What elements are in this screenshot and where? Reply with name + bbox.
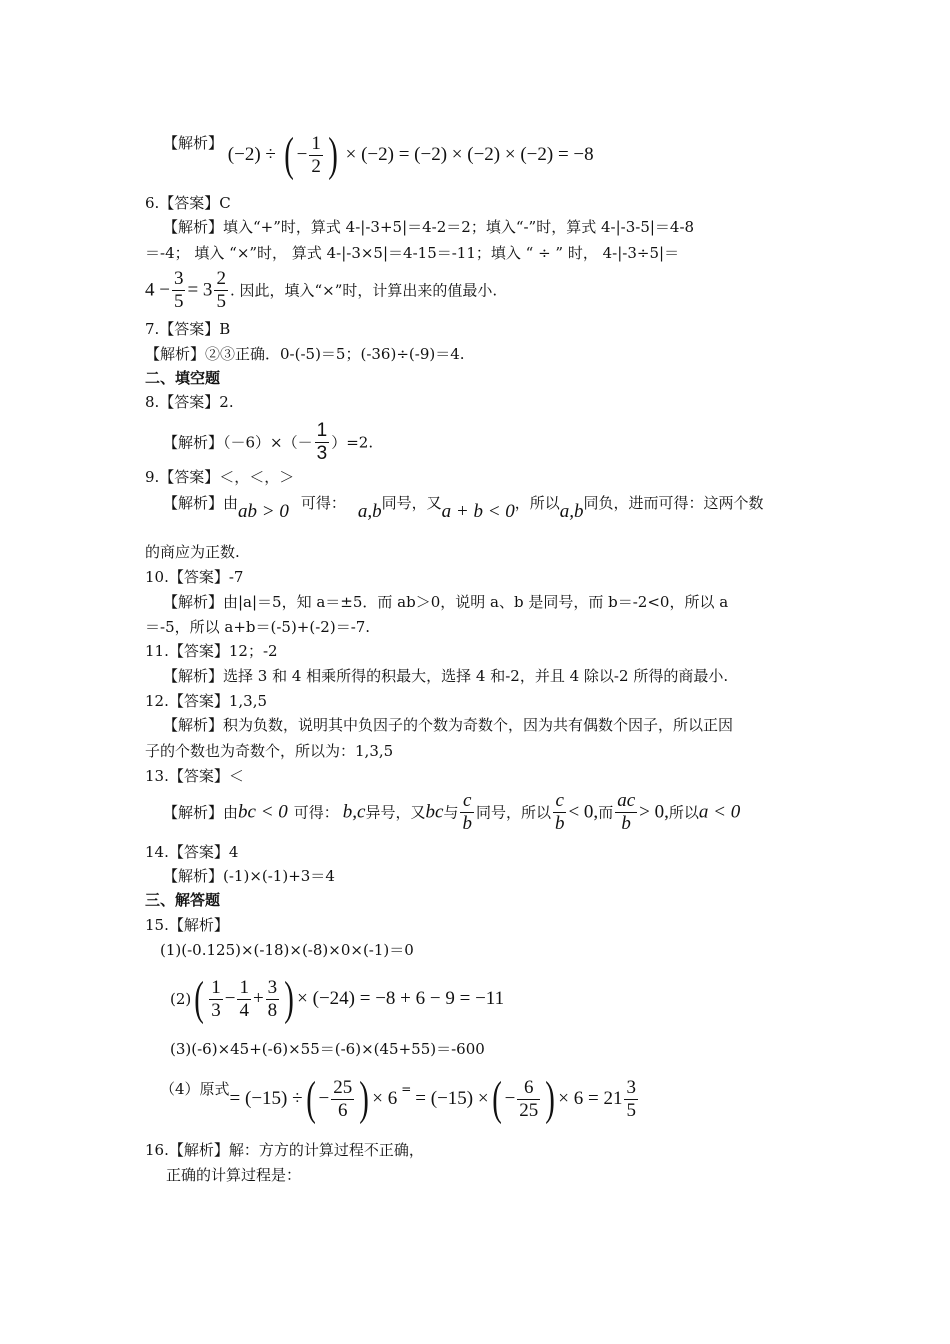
q12-analysis-line2: 子的个数也为奇数个，所以为：1,3,5 [145,742,394,760]
right-paren: ) [359,1072,370,1125]
q13-math-6: a < 0 [698,801,741,823]
q12-answer: 12.【答案】1,3,5 [145,692,268,710]
q15-p4-neg-2: − [504,1088,516,1109]
q6-fraction-1 [172,268,186,313]
q6-fraction-1-den: 5 [173,291,184,312]
q6-answer: 6.【答案】C [145,194,231,212]
q5-expr-pre: (−2) ÷ [227,144,276,165]
q15-part-4 [160,1072,640,1125]
q15-part-4-label: （4）原式 [160,1080,230,1098]
q12-analysis-line1: 【解析】积为负数，说明其中负因子的个数为奇数个，因为共有偶数个因子，所以正因 [163,716,734,734]
q5-fraction [309,133,323,178]
q15-p4-b: × 6 [372,1088,398,1109]
q9-answer: 9.【答案】＜，＜，＞ [145,468,295,486]
section-3-heading: 三、解答题 [145,891,221,909]
q15-p2-fraction-2-num: 1 [239,976,249,998]
q11-answer: 11.【答案】12；-2 [145,642,278,660]
q15-part-2 [170,972,505,1025]
q6-analysis-line1: 【解析】填入“+”时，算式 4-|-3+5|＝4-2＝2；填入“-”时，算式 4-|-3-5|＝4-8 [163,218,695,236]
section-2-heading: 二、填空题 [145,369,221,387]
q9-analysis-line1 [163,492,764,522]
q5-neg: − [296,144,308,165]
q15-p4-fraction-2-den: 25 [519,1099,539,1121]
q15-part-2-label: (2) [170,990,192,1008]
q6-fraction-2 [214,268,228,313]
q15-p2-fraction-3-den: 8 [267,999,278,1021]
q9-text-d: ，所以 [514,494,560,512]
q15-p2-fraction-1-den: 3 [211,999,221,1021]
q9-math-2: a,b [357,501,382,522]
q9-text-e: 同负，进而可得：这两个数 [583,494,764,512]
q15-part-3: (3)(-6)×45+(-6)×55＝(-6)×(45+55)＝-600 [170,1040,485,1058]
q15-p4-fraction-1-num: 25 [333,1076,353,1098]
q6-expr-a: 4 − [145,279,170,301]
q9-analysis-line2: 的商应为正数. [145,543,240,561]
q13-text-a: 【解析】由 [163,803,239,822]
q6-expr-c: . 因此，填入“×”时，计算出来的值最小. [229,281,498,300]
q13-math-3: bc [425,801,444,823]
q13-text-b: 可得： [293,803,339,822]
q13-math-5: > 0, [639,801,669,823]
q15-p4-fraction-1-den: 6 [338,1099,348,1121]
q13-fraction-3 [615,790,637,835]
right-paren: ) [545,1072,556,1125]
q13-fraction-1 [460,790,474,835]
q13-math-4: < 0, [568,801,599,823]
q6-expr-b: = 3 [187,279,213,301]
q14-answer: 14.【答案】4 [145,843,239,861]
q13-text-e: 同号，所以 [475,803,551,822]
q8-analysis [163,420,373,465]
left-paren: ( [194,972,205,1025]
q13-text-c: 异号，又 [365,803,426,822]
q15-p2-minus: − [224,988,236,1009]
left-paren: ( [305,1072,316,1125]
q13-text-h: 所以 [668,803,699,822]
q15-p4-fraction-3-den: 5 [626,1099,636,1121]
q5-expr-post: × (−2) = (−2) × (−2) × (−2) = −8 [345,144,594,165]
q13-analysis [163,790,740,835]
q15-p4-a: = (−15) ÷ [229,1088,303,1109]
right-paren: ) [328,128,338,181]
left-paren: ( [283,128,294,181]
q7-analysis: 【解析】②③正确．0-(-5)＝5；(-36)÷(-9)＝4. [145,345,465,363]
q8-fraction [315,420,330,465]
q13-fraction-3-den: b [621,813,631,834]
q5-analysis-line [163,128,594,181]
q6-fraction-1-num: 3 [173,268,184,289]
q13-fraction-1-den: b [462,813,472,834]
q15-p4-fraction-1 [331,1077,354,1122]
q8-fraction-num: 1 [316,420,328,441]
q13-answer: 13.【答案】＜ [145,767,244,785]
q15-p2-fraction-1-num: 1 [211,976,221,998]
q13-fraction-3-num: ac [617,790,636,811]
q5-fraction-den: 2 [311,155,321,177]
q9-math-4: a,b [559,501,584,522]
q9-math-3: a + b < 0 [441,501,515,522]
q13-text-d: 与 [443,803,459,822]
q6-fraction-2-num: 2 [216,268,226,289]
q15-p2-rest: × (−24) = −8 + 6 − 9 = −11 [297,988,505,1009]
q15-p4-fraction-3-num: 3 [626,1076,636,1098]
q15-p2-fraction-2 [237,977,251,1022]
q10-analysis-line1: 【解析】由|a|＝5，知 a＝±5．而 ab＞0，说明 a、b 是同号，而 b＝-2<0，所以 a [163,593,729,611]
q13-fraction-2-num: c [553,790,567,813]
q15-p2-fraction-1 [209,977,223,1022]
q8-answer: 8.【答案】2. [145,393,234,411]
q9-text-b: 可得： [300,494,346,512]
q13-math-2: b,c [342,801,366,823]
q16-heading: 16.【解析】解：方方的计算过程不正确， [145,1141,424,1159]
q15-p2-fraction-2-den: 4 [239,999,249,1021]
q15-p4-fraction-3 [624,1077,638,1122]
q5-analysis-label: 【解析】 [163,134,224,152]
q13-fraction-2-den: b [554,813,565,834]
q8-fraction-den: 3 [316,443,328,464]
q15-p4-fraction-2-num: 6 [517,1077,540,1100]
q5-fraction-num: 1 [311,132,321,154]
q15-heading: 15.【解析】 [145,916,229,934]
q15-p2-fraction-3-num: 3 [267,976,278,998]
q15-p4-neg-1: − [318,1088,330,1109]
q16-line-2: 正确的计算过程是： [166,1166,302,1184]
q13-fraction-1-num: c [460,790,474,813]
q6-analysis-line2: ＝-4； 填入 “×”时， 算式 4-|-3×5|＝4-15＝-11；填入 “ ÷ ” 时， 4-|-3÷5|＝ [145,244,680,262]
q13-fraction-2 [553,790,567,835]
q10-answer: 10.【答案】-7 [145,568,244,586]
q15-p4-c: = (−15) × [415,1088,489,1109]
q15-p4-d: × 6 = 21 [558,1088,623,1109]
q10-analysis-line2: ＝-5，所以 a+b＝(-5)+(-2)＝-7. [145,618,371,636]
q9-text-a: 【解析】由 [163,494,239,512]
q7-answer: 7.【答案】B [145,320,231,338]
q11-analysis: 【解析】选择 3 和 4 相乘所得的积最大，选择 4 和-2，并且 4 除以-2 所得的商最小. [163,667,729,685]
q13-text-g: 而 [598,803,614,822]
q15-p4-eq: = [401,1082,412,1096]
q9-text-c: 同号，又 [381,494,442,512]
q6-analysis-line3 [145,268,497,313]
q13-math-1: bc < 0 [238,801,288,823]
q14-analysis: 【解析】(-1)×(-1)+3＝4 [163,867,335,885]
q15-p4-fraction-2 [517,1077,540,1122]
q15-p2-plus: + [252,988,264,1009]
q15-part-1: (1)(-0.125)×(-18)×(-8)×0×(-1)＝0 [160,941,414,959]
q9-math-1: ab > 0 [238,501,289,522]
q15-p2-fraction-3 [266,977,280,1022]
left-paren: ( [491,1072,502,1125]
q8-analysis-b: ）=2. [331,433,374,452]
right-paren: ) [284,972,294,1025]
q6-fraction-2-den: 5 [216,291,226,312]
q8-analysis-a: 【解析】（－6）×（－ [163,433,313,452]
